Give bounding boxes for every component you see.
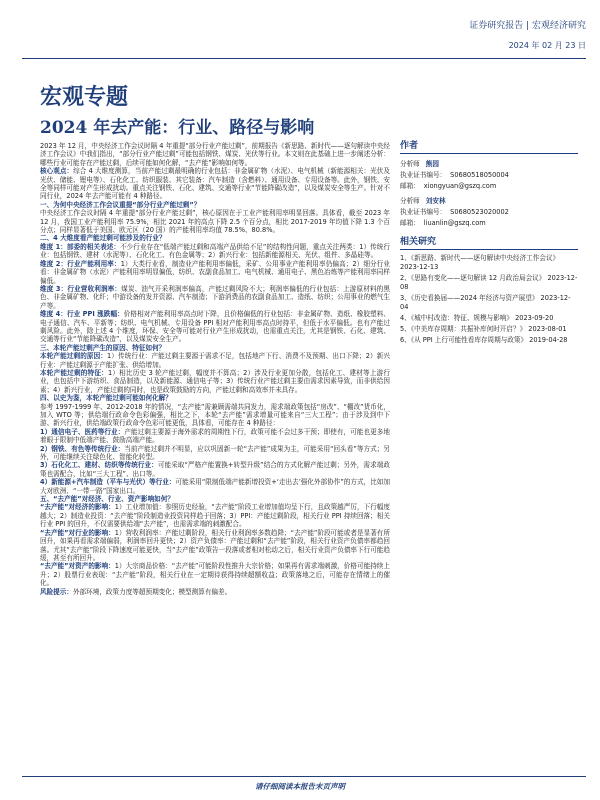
paragraph-lead: 维度 2：行业产能利用率： — [40, 259, 121, 268]
paragraph-text: 中央经济工作会议时隔 4 年重提“部分行业产能过剩”，核心原因在于工业产能利用率明显回落。具体看，截至 2023 年 12 月，我国工业产能利用率 75.9%，相比 2021 年的高点下降 2.5 个百分点，相比 2017-2019 年均值下降 1.3 个百分点；同样显著低于美国、欧元区（20 国）的产能利用率均值 78.5%、80.8%。 — [40, 209, 390, 235]
analyst-list — [400, 160, 578, 228]
analyst-name-row — [400, 197, 578, 206]
paragraph-text: 当前产能过剩并不明显，应以巩固新一轮“去产能”成果为主，可能采用“回头看”等方式；另外，可能继续关注绿色化、智能化转型。 — [40, 444, 390, 462]
analyst-cert-row — [400, 208, 578, 217]
paragraph-lead: “去产能”对行业的影响： — [40, 528, 115, 537]
body-paragraph — [40, 588, 390, 596]
related-list — [400, 254, 578, 345]
paragraph-text: 可能采取“严格产能置换+转型升级”结合的方式化解产能过剩；另外，需求端政策也需配合，比如“三大工程”、出口等。 — [40, 461, 390, 478]
report-type: 证券研究报告 | 宏观经济研究 — [469, 21, 586, 31]
paragraph-text: 产能过剩主要源于海外需求的周期性下行，政策可能不会过多干预；即使有，可能也更多地着眼于限制中低端产能、鼓励高端产能。 — [40, 427, 390, 445]
related-report-link[interactable]: 5、《中美库存周期：共振补库何时开启？》 2023-08-01 — [400, 325, 567, 333]
paragraph-text: 1）相比历史 3 轮产能过剩，幅度并不算高；2）涉及行业更加分散，包括化工、建材等上游行业，也包括中下游纺织、食品制造，以及新能源、通信电子等；3）传统行业产能过剩主要由需求因素导致，而非供给因素；4）新兴行业，产能过剩的同时，也是政策鼓励的方向，产能过剩和高效率并未具存。 — [40, 368, 390, 394]
body-paragraph — [40, 142, 390, 167]
paragraph-lead: 四、以史为鉴，本轮产能过剩可能如何化解？ — [40, 394, 172, 403]
analyst-cert-row — [400, 171, 578, 180]
body-paragraph — [40, 503, 390, 528]
paragraph-lead: 1）通信电子、医药等行业： — [40, 427, 125, 436]
paragraph-lead: 五、“去产能”对经济、行业、资产影响如何？ — [40, 495, 174, 504]
analyst-role: 分析师 — [400, 160, 420, 168]
cert-label: 执业证书编号： — [400, 208, 447, 216]
body-paragraph — [40, 352, 390, 369]
body-paragraph — [40, 234, 390, 242]
paragraph-text: 2023 年 12 月，中央经济工作会议时隔 4 年重提“部分行业产能过剩”，前期报告《新思路、新时代——逐句解读中央经济工作会议》中我们指出，“部分行业产能过剩”可能包括钢铁、煤炭、光伏等行业。本文则在此基础上进一步阐述分析：哪些行业可能存在产能过剩，后续可能如何化解，“去产能”影响如何等。 — [40, 142, 390, 167]
report-title: 2024 年去产能：行业、路径与影响 — [40, 118, 315, 138]
paragraph-text: 1）传统行业：产能过剩主要源于需求不足，包括地产下行、消费不及预期、出口下降；2）新兴行业：产能过剩源于产能扩张、供给增加。 — [40, 352, 390, 369]
related-report-link[interactable]: 3、《历史看换届——2024 年经济与资产展望》 2023-12-04 — [400, 294, 571, 311]
report-category: 宏观专题 — [40, 84, 129, 110]
paragraph-text: 不少行业存在“低端产能过剩和高端产品供给不足”的结构性问题，重点关注两类：1）传统行业：包括钢铁、建材（水泥等）、石化化工、有色金属等；2）新兴行业：包括新能源相关、光伏、组件、多晶硅等。 — [40, 242, 390, 260]
sidebar — [400, 142, 578, 345]
related-report-link[interactable]: 6、《从 PPI 上行可能性看库存周期与政策》 2019-04-28 — [400, 336, 568, 344]
paragraph-lead: 本轮产能过剩的原因： — [40, 352, 107, 361]
email-label: 邮箱： — [400, 219, 420, 227]
paragraph-lead: 维度 1：部委的相关表述： — [40, 242, 120, 251]
body-paragraph — [40, 344, 390, 352]
email-label: 邮箱： — [400, 182, 420, 190]
paragraph-lead: 核心观点： — [40, 167, 74, 176]
report-body — [40, 142, 390, 742]
paragraph-lead: 风险提示： — [40, 587, 73, 596]
paragraph-text: 煤炭、油气开采利润率偏高，产能过剩风险不大；利润率偏低的行业包括：上游原材料的黑色、非金属矿物、化纤；中游设备的发并资源、汽车制造；下游消费品的农副食品加工、造纸、纺织；公用事业的燃气生产等。 — [40, 284, 390, 310]
author-heading: 作者 — [400, 142, 578, 154]
paragraph-text: 1）大宗商品价格：“去产能”可能阶段性推升大宗价格；如果再有需求端刺激，价格可能持续上升；2）股票行业表现：“去产能”阶段，相关行业在一定期待获得持续超额收益；政策落地之后，可能存在情绪上的催化。 — [40, 562, 390, 588]
analyst-name-row — [400, 160, 578, 169]
body-paragraph — [40, 445, 390, 462]
body-paragraph — [40, 529, 390, 563]
footer-divider — [22, 776, 586, 777]
paragraph-lead: 维度 3：行业营收利润率： — [40, 284, 122, 293]
analyst-name: 刘安林 — [425, 197, 446, 205]
cert-number: S0680518050004 — [450, 171, 509, 179]
related-report-link[interactable]: 4、《城中村改造：特征、规模与影响》 2023-09-20 — [400, 314, 554, 322]
body-paragraph — [40, 285, 390, 310]
body-paragraph — [40, 310, 390, 344]
analyst-email: liuanlin@gszq.com — [423, 219, 486, 227]
paragraph-lead: 二、4 大维度看产能过剩可能涉及的行业？ — [40, 234, 166, 243]
report-date: 2024 年 02 月 23 日 — [508, 41, 586, 50]
analyst-name: 熊园 — [425, 160, 439, 168]
body-paragraph — [40, 562, 390, 587]
paragraph-lead: 4）新能源+汽车制造（平车与光伏）等行业： — [40, 478, 176, 487]
paragraph-text: 价格相对产能利用率高点时下降，且价格偏低的行业包括：非金属矿物、造纸、橡胶塑料、电子通信、汽车、平新等；纺织、电气机械、专用设备 PPI 相对产能利用率高点时持平，但低于水平偏低。也有产能过剩风险。此外，除上述 4 个维度，环保、安全等可能对行业产生形成扰动，也需重点关注，尤其是钢铁、石化、建筑、交通等行业“节能降碳改造”，以及煤炭安全生产。 — [40, 310, 390, 344]
paragraph-lead: 一、为何中央经济工作会议重提“部分行业产能过剩”？ — [40, 200, 201, 209]
body-paragraph — [40, 201, 390, 209]
paragraph-lead: 本轮产能过剩的特征： — [40, 368, 108, 377]
paragraph-text: 1）工业增加值：参照历史经验，“去产能”阶段工业增加值均呈下行，且政策越严厉，下行幅度越大；2）制造业投资：“去产能”阶段制造业投资同样趋于回落；3）PPI：产能过剩阶段，相关行业 PPI 持续回落；相关行业 PPI 的回升，不仅需要供给端“去产能”，也需需求端的刺激配合。 — [40, 503, 390, 529]
paragraph-lead: “去产能”对经济的影响： — [40, 503, 115, 512]
related-report-link[interactable]: 1、《新思路、新时代——逐句解读中央经济工作会议》 2023-12-13 — [400, 254, 560, 271]
analyst-email-row — [400, 219, 578, 228]
paragraph-text: 可能采用“限制低端产能新增投资+‘走出去’强化外部协作”的方式，比如加大对欧洲、“一带一路”国家出口。 — [40, 478, 390, 495]
analyst-email: xiongyuan@gszq.com — [423, 182, 497, 190]
related-heading: 相关研究 — [400, 238, 578, 250]
related-report-link[interactable]: 2、《思路有变化——逐句解读 12 月政治局会议》 2023-12-08 — [400, 274, 578, 291]
paragraph-text: 外部环境，政策力度等超预期变化；模型测算有偏差。 — [72, 587, 232, 596]
footer-disclaimer: 请仔细阅读本报告末页声明 — [255, 782, 345, 791]
paragraph-lead: 三、本轮产能过剩产生的原因、特征如何？ — [40, 343, 166, 352]
cert-label: 执业证书编号： — [400, 171, 447, 179]
paragraph-text: 综合 4 大维度测算，当前产能过剩最明确的行业包括：非金属矿物（水泥）、电气机械（新能源相关：光伏及光伏、储能、锂电等）、石化化工、纺织服装、其它装备：汽车制造（含燃料）、通用设备、专用设备等。此外，钢铁、安全等同样可能对产生形成扰动。重点关注钢铁、石化、建筑、交通等行业“节能降碳改造”，以及煤炭安全等生产。针对不同行业，2024 年去产能可能有 4 种路径。 — [40, 167, 390, 201]
body-paragraph — [40, 167, 390, 201]
header-divider — [22, 58, 586, 59]
paragraph-lead: 维度 4：行业 PPI 涨跌幅： — [40, 310, 124, 319]
body-paragraph — [40, 369, 390, 394]
body-paragraph — [40, 478, 390, 495]
body-paragraph — [40, 260, 390, 285]
analyst-role: 分析师 — [400, 197, 420, 205]
body-paragraph — [40, 403, 390, 428]
paragraph-text: 参考 1997-1999 年、2012-2018 年的情况，“去产能”需兼顾需端共同发力，需求端政策包括“房改”、“棚改”货币化，加入 WTO 等；供给端行政命令色彩偏强，相比之下，本轮“去产能”需求增量可能来自“三大工程”；由于涉及到中下游、新兴行业，供给端政策行政命令色彩可能更低，具体看，可能存在 4 种路径： — [40, 402, 390, 428]
paragraph-lead: “去产能”对资产的影响： — [40, 562, 115, 571]
body-paragraph — [40, 243, 390, 260]
paragraph-text: 1）营收利润率：产能过剩阶段，相关行业利润率多数趋降；“去产能”阶段可能或者是显著有所回升，如果再看需求端偏弱，利润率回升更快；2）资产负债率：产能过剩和“去产能”阶段，相关行业资产负债率都趋回落。尤其“去产能”阶段下降速度可能更快，当“去产能”政策告一段落或者相对松动之后，相关行业资产负债率下行可能趋缓，甚至有所回升。 — [40, 528, 390, 562]
body-paragraph — [40, 394, 390, 402]
analyst-email-row — [400, 182, 578, 191]
body-paragraph — [40, 428, 390, 445]
cert-number: S0680523020002 — [450, 208, 509, 216]
paragraph-lead: 2）钢铁、有色等传统行业： — [40, 444, 125, 453]
body-paragraph — [40, 209, 390, 234]
paragraph-lead: 3）石化化工、建材、纺织等传统行业： — [40, 461, 158, 470]
paragraph-text: 1）大类行业看，制造业产能利用率偏低，采矿、公用事业产能利用率仍偏高；2）细分行业看：非金属矿物（水泥）产能利用率明显偏低，纺织、农副食品加工、电气机械、通用电子、黑色冶炼等产能利用率同样偏低。 — [40, 259, 390, 285]
body-paragraph — [40, 461, 390, 478]
